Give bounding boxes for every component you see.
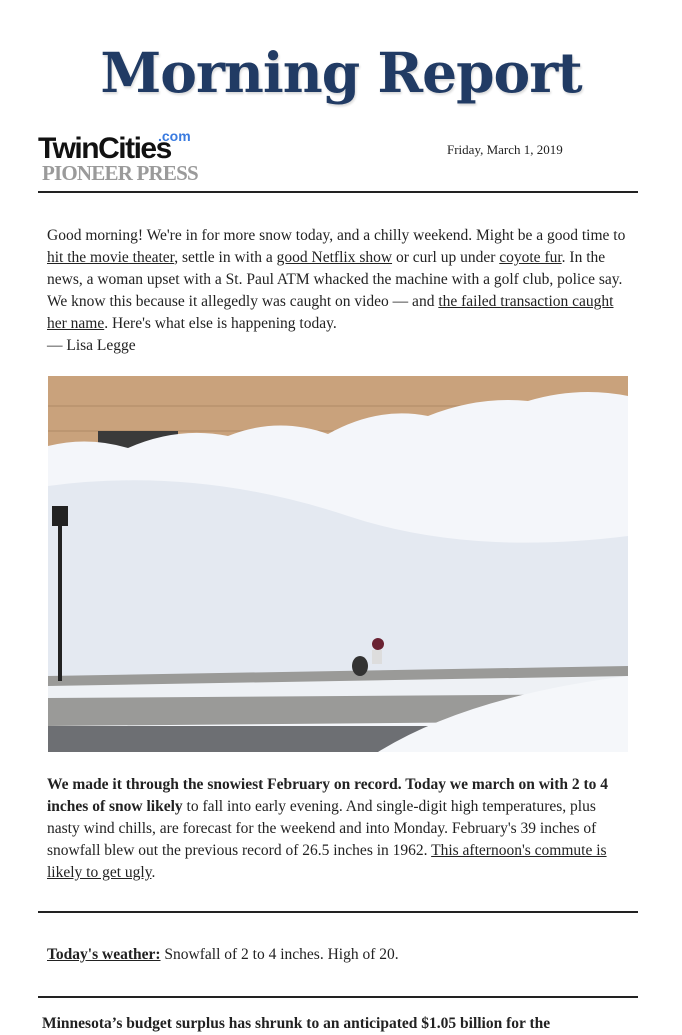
weather-text: Snowfall of 2 to 4 inches. High of 20. [160, 946, 399, 963]
divider [38, 191, 638, 193]
failed-transaction-link[interactable]: the failed transaction caught her name [47, 293, 614, 332]
issue-date: Friday, March 1, 2019 [447, 142, 563, 157]
commute-link[interactable]: This afternoon's commute is likely to get ugly [47, 842, 607, 881]
intro-text: . Here's what else is happening today. [104, 315, 337, 332]
intro-paragraph [47, 225, 627, 357]
divider [38, 996, 638, 998]
snow-photo [48, 376, 628, 752]
weather-line [47, 944, 627, 966]
intro-text: . In the news, a woman upset with a St. Paul ATM whacked the machine with a golf club, police say. We know this because it allegedly was caught on video — and [47, 249, 623, 310]
intro-text: , settle in with a [174, 249, 277, 266]
divider [38, 911, 638, 913]
newsletter-title: Morning Report [100, 40, 582, 105]
story-text: . [151, 864, 156, 881]
logo-main: TwinCities [38, 132, 171, 165]
movie-theater-link[interactable]: hit the movie theater [47, 249, 175, 266]
weather-link[interactable]: Today's weather: [47, 946, 161, 963]
coyote-fur-link[interactable]: coyote fur [499, 249, 562, 266]
netflix-link[interactable]: good Netflix show [276, 249, 393, 266]
twincities-logo[interactable] [38, 130, 198, 186]
story-text: to fall into early evening. And single-digit high temperatures, plus nasty wind chills, are forecast for the weekend and into Monday. February's 39 inches of snowfall blew out the previous record of 26.5 inches in 1962. [47, 798, 597, 859]
snow-story [47, 774, 627, 884]
intro-text: or curl up under [392, 249, 500, 266]
logo-sub: PIONEER PRESS [42, 161, 198, 185]
intro-text: Good morning! We're in for more snow today, and a chilly weekend. Might be a good time to [47, 227, 626, 244]
budget-story: Minnesota’s budget surplus has shrunk to an anticipated $1.05 billion for the [42, 1015, 551, 1032]
signoff: — Lisa Legge [47, 337, 136, 354]
logo-com: .com [158, 128, 191, 144]
story-lead: We made it through the snowiest February on record. Today we march on with 2 to 4 inches of snow likely [47, 776, 609, 815]
